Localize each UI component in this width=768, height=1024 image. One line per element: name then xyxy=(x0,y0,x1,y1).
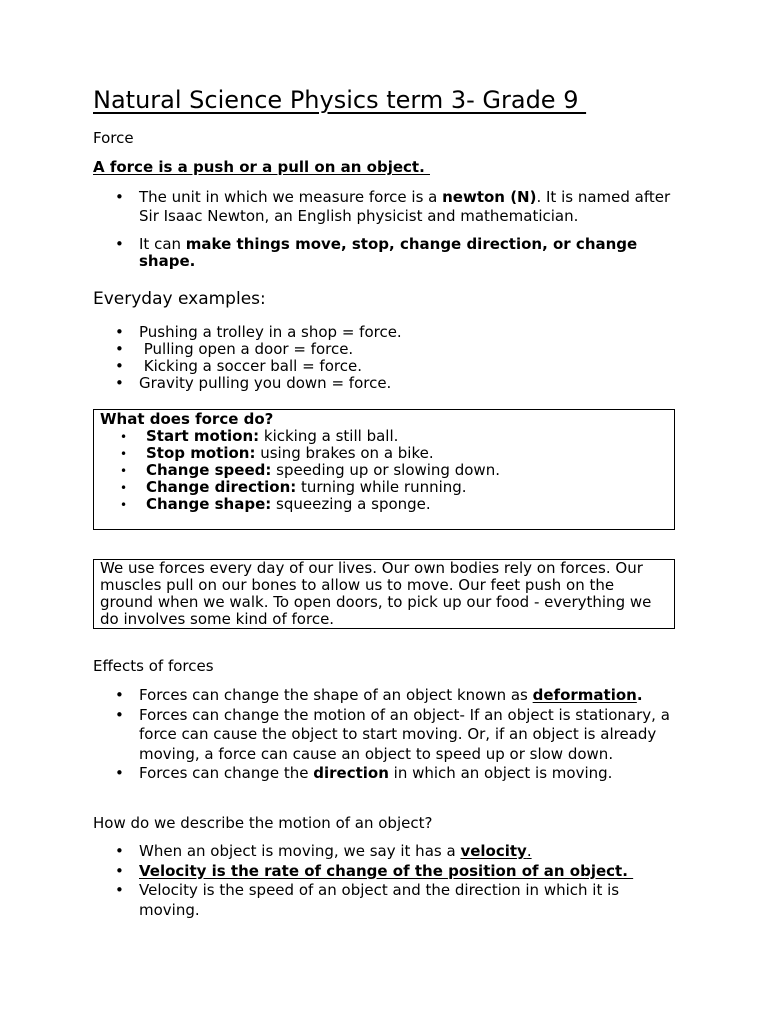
list-item: • Change speed: speeding up or slowing down. xyxy=(120,462,668,479)
daily-paragraph: We use forces every day of our lives. Our own bodies rely on forces. Our muscles pull on our bones to allow us to move. Our feet push on the ground when we walk. To open doors, to pick up our food - everything we do involves some kind of force. xyxy=(100,559,652,628)
everyday-heading: Everyday examples: xyxy=(93,289,266,309)
list-item: • Pulling open a door = force. xyxy=(115,341,675,358)
list-item: • Pushing a trolley in a shop = force. xyxy=(115,324,675,341)
list-item: • It can make things move, stop, change direction, or change shape. xyxy=(115,236,675,270)
force-definition: A force is a push or a pull on an object. xyxy=(93,158,430,176)
list-item: • Gravity pulling you down = force. xyxy=(115,375,675,392)
force-effects-box xyxy=(93,409,675,530)
list-item: • Forces can change the shape of an object known as deformation. xyxy=(115,686,675,706)
daily-forces-box xyxy=(93,559,675,629)
list-item: • Forces can change the direction in which an object is moving. xyxy=(115,764,675,784)
effects-list xyxy=(115,686,675,784)
effects-heading: Effects of forces xyxy=(93,657,214,675)
force-label: Force xyxy=(93,129,134,147)
motion-question: How do we describe the motion of an object? xyxy=(93,814,433,832)
motion-list xyxy=(115,842,675,920)
list-item: • Stop motion: using brakes on a bike. xyxy=(120,445,668,462)
list-item: • Kicking a soccer ball = force. xyxy=(115,358,675,375)
list-item: • Start motion: kicking a still ball. xyxy=(120,428,668,445)
list-item: • Forces can change the motion of an object- If an object is stationary, a force can cause the object to start moving. Or, if an object is already moving, a force can cause an object to speed up or slow down. xyxy=(115,706,675,765)
intro-list xyxy=(115,188,675,270)
list-item: • Change shape: squeezing a sponge. xyxy=(120,496,668,513)
list-item: • Velocity is the rate of change of the position of an object. xyxy=(115,862,675,882)
everyday-list xyxy=(115,324,675,392)
list-item: • The unit in which we measure force is a newton (N). It is named after Sir Isaac Newton, an English physicist and mathematician. xyxy=(115,188,675,226)
list-item: • When an object is moving, we say it has a velocity. xyxy=(115,842,675,862)
box-list xyxy=(100,428,668,513)
list-item: • Change direction: turning while running. xyxy=(120,479,668,496)
page-title: Natural Science Physics term 3- Grade 9 xyxy=(93,86,587,114)
list-item: • Velocity is the speed of an object and the direction in which it is moving. xyxy=(115,881,675,920)
box-heading: What does force do? xyxy=(100,410,274,428)
